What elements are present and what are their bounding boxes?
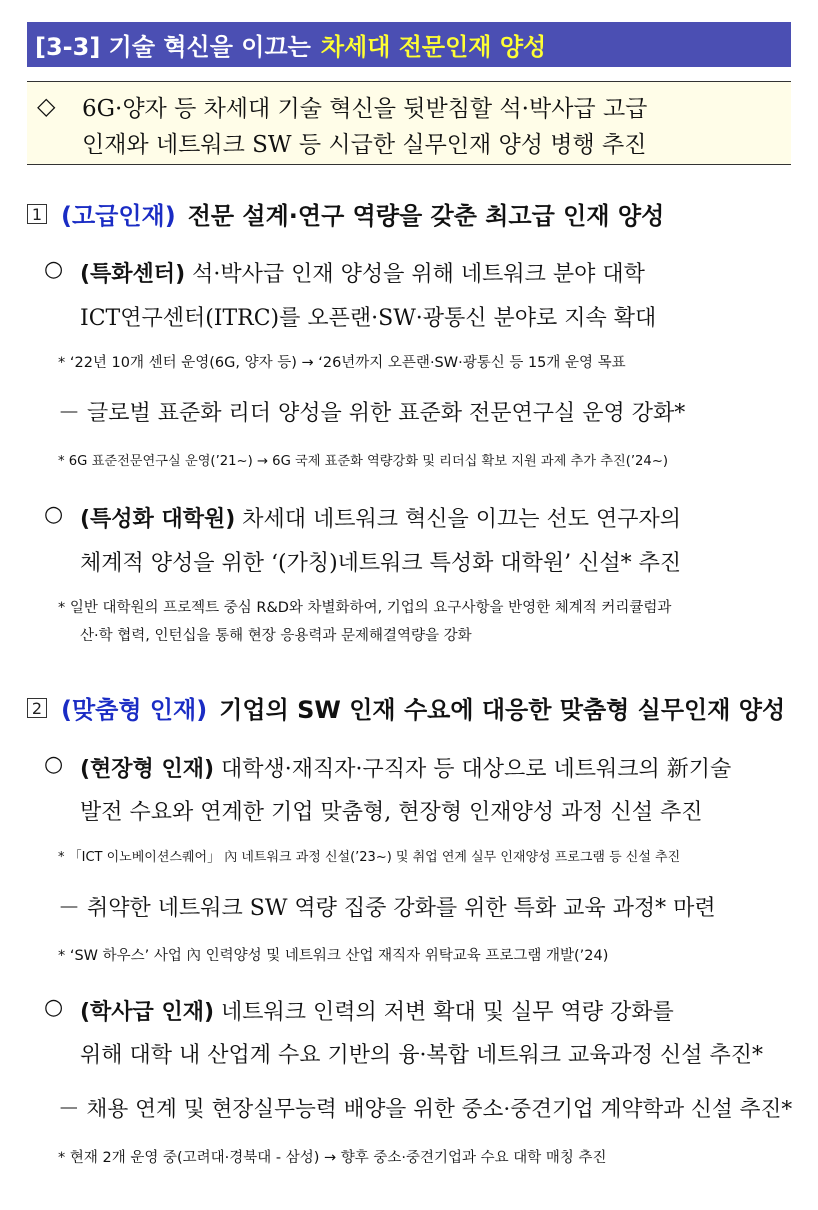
section-1-title: 전문 설계·연구 역량을 갖춘 최고급 인재 양성 <box>187 202 665 230</box>
footnote: * ‘22년 10개 센터 운영(6G, 양자 등) → ‘26년까지 오픈랜·SW·광통신 등 15개 운영 목표 <box>58 355 626 371</box>
section-number-box: 1 <box>27 204 47 224</box>
bullet-label: (특화센터) <box>80 262 186 287</box>
footnote: * 6G 표준전문연구실 운영(’21~) → 6G 국제 표준화 역량강화 및 리더십 확보 지원 과제 추가 추진(’24~) <box>58 454 669 469</box>
section-2-title: 기업의 SW 인재 수요에 대응한 맞춤형 실무인재 양성 <box>219 696 786 724</box>
header-highlight: 차세대 전문인재 양성 <box>320 33 547 61</box>
sub-item: － 글로벌 표준화 리더 양성을 위한 표준화 전문연구실 운영 강화* <box>58 401 686 426</box>
bullet-item <box>44 502 681 533</box>
header-title: [3-3] 기술 혁신을 이끄는 <box>35 33 311 61</box>
sub-item: － 채용 연계 및 현장실무능력 배양을 위한 중소·중견기업 계약학과 신설 추진* <box>58 1097 793 1122</box>
summary-line-2: 인재와 네트워크 SW 등 시급한 실무인재 양성 병행 추진 <box>82 132 647 158</box>
section-1-heading <box>27 196 664 231</box>
bullet-text: 대학생·재직자·구직자 등 대상으로 네트워크의 新기술 <box>221 757 732 782</box>
bullet-text: 석·박사급 인재 양성을 위해 네트워크 분야 대학 <box>192 262 645 287</box>
section-header-bar <box>27 22 791 67</box>
bullet-label: (학사급 인재) <box>80 1000 215 1025</box>
section-number-box: 2 <box>27 698 47 718</box>
summary-box <box>27 81 791 165</box>
footnote: * 현재 2개 운영 중(고려대·경북대 - 삼성) → 향후 중소·중견기업과 수요 대학 매칭 추진 <box>58 1150 607 1166</box>
bullet-text: 차세대 네트워크 혁신을 이끄는 선도 연구자의 <box>242 507 682 532</box>
bullet-line-2: 위해 대학 내 산업계 수요 기반의 융·복합 네트워크 교육과정 신설 추진* <box>80 1043 763 1068</box>
bullet-circle-icon: ○ <box>44 257 64 282</box>
bullet-label: (특성화 대학원) <box>80 507 236 532</box>
bullet-line-2: 발전 수요와 연계한 기업 맞춤형, 현장형 인재양성 과정 신설 추진 <box>80 800 703 825</box>
sub-item: － 취약한 네트워크 SW 역량 집중 강화를 위한 특화 교육 과정* 마련 <box>58 896 716 921</box>
footnote: * 「ICT 이노베이션스퀘어」 內 네트워크 과정 신설(’23~) 및 취업 연계 실무 인재양성 프로그램 등 신설 추진 <box>58 850 681 865</box>
section-1-tag: (고급인재) <box>61 202 176 230</box>
footnote: * ‘SW 하우스’ 사업 內 인력양성 및 네트워크 산업 재직자 위탁교육 프로그램 개발(’24) <box>58 948 609 964</box>
bullet-circle-icon: ○ <box>44 502 64 527</box>
bullet-item <box>44 257 645 288</box>
summary-line-1: 6G·양자 등 차세대 기술 혁신을 뒷받침할 석·박사급 고급 <box>82 96 648 122</box>
bullet-text: 네트워크 인력의 저변 확대 및 실무 역량 강화를 <box>221 1000 674 1025</box>
bullet-line-2: ICT연구센터(ITRC)를 오픈랜·SW·광통신 분야로 지속 확대 <box>80 306 657 331</box>
diamond-icon: ◇ <box>37 92 56 120</box>
bullet-label: (현장형 인재) <box>80 757 215 782</box>
bullet-line-2: 체계적 양성을 위한 ‘(가칭)네트워크 특성화 대학원’ 신설* 추진 <box>80 551 682 576</box>
bullet-item <box>44 995 674 1026</box>
section-2-heading <box>27 690 785 725</box>
footnote: * 일반 대학원의 프로젝트 중심 R&D와 차별화하여, 기업의 요구사항을 반영한 체계적 커리큘럼과 <box>58 600 672 616</box>
bullet-circle-icon: ○ <box>44 995 64 1020</box>
footnote-continued: 산·학 협력, 인턴십을 통해 현장 응용력과 문제해결역량을 강화 <box>80 628 472 644</box>
bullet-circle-icon: ○ <box>44 752 64 777</box>
section-2-tag: (맞춤형 인재) <box>61 696 208 724</box>
bullet-item <box>44 752 731 783</box>
